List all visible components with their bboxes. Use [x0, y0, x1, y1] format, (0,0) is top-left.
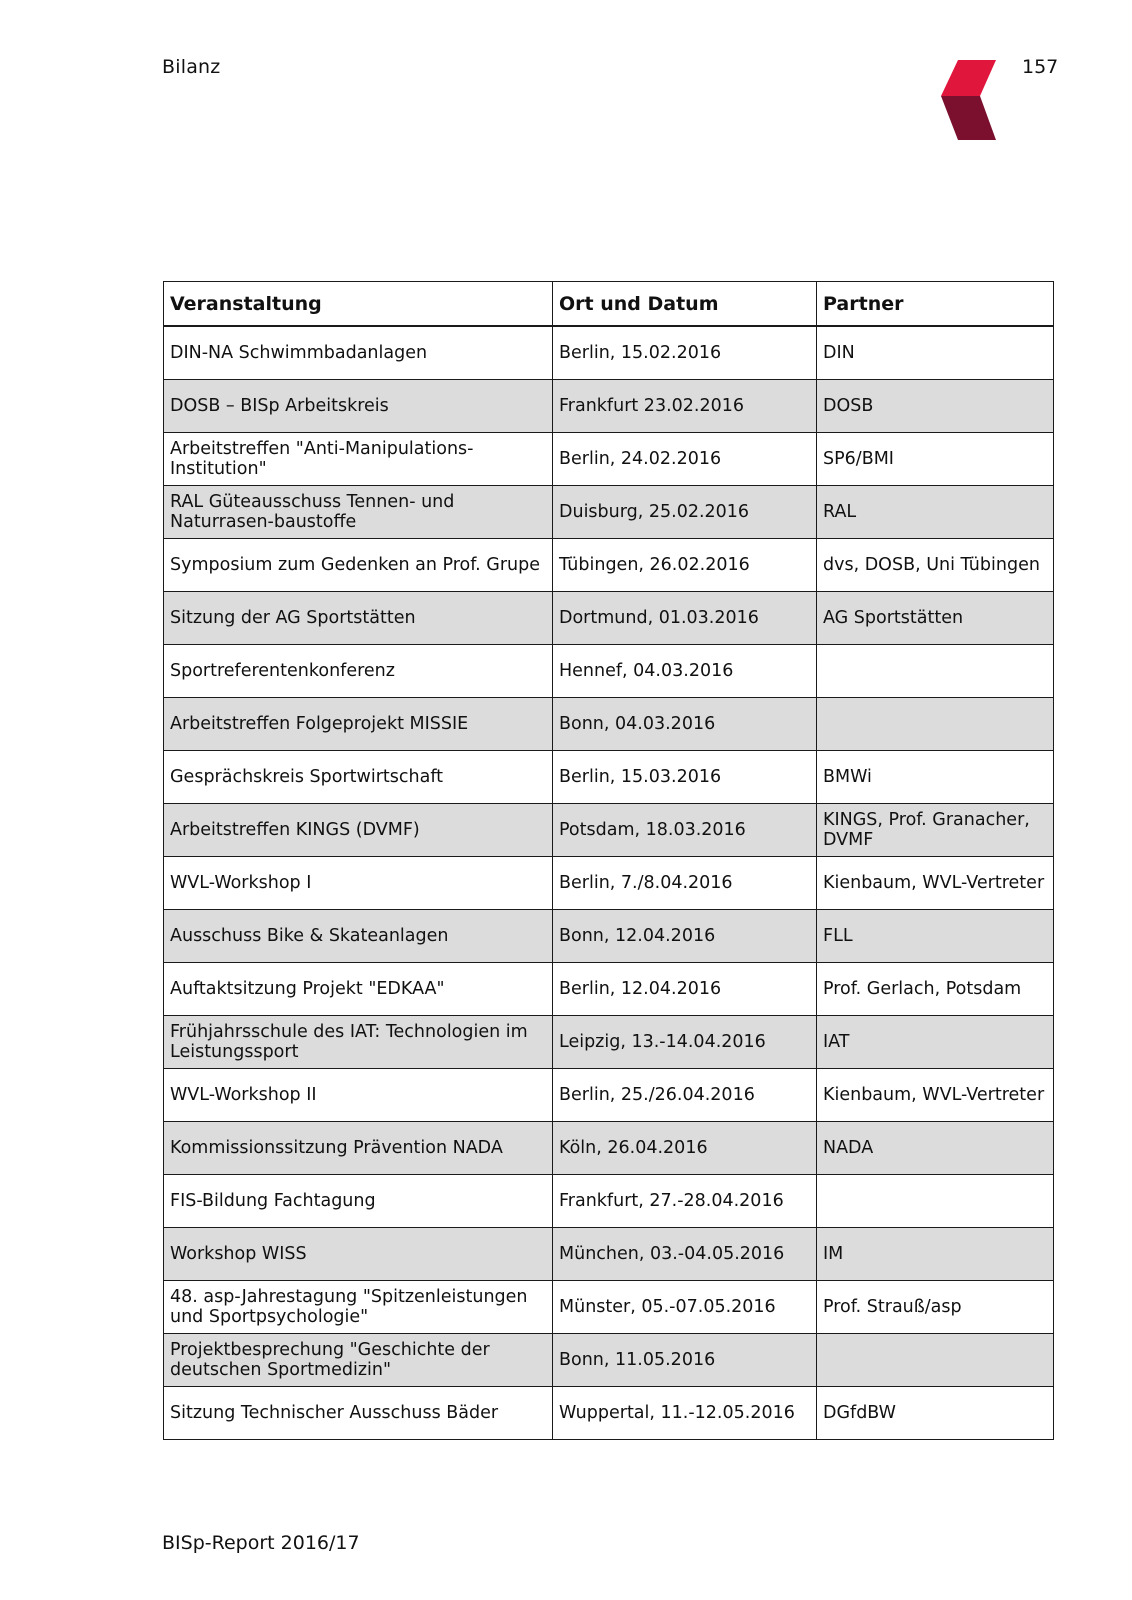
section-title: Bilanz: [162, 56, 221, 78]
cell-place-date: Berlin, 15.02.2016: [553, 326, 817, 380]
cell-place-date: Hennef, 04.03.2016: [553, 645, 817, 698]
cell-event: Sportreferentenkonferenz: [164, 645, 553, 698]
cell-event: Workshop WISS: [164, 1228, 553, 1281]
column-header-partner: Partner: [817, 282, 1054, 327]
cell-event: RAL Güteausschuss Tennen- und Naturrasen-baustoffe: [164, 486, 553, 539]
cell-partner: KINGS, Prof. Granacher, DVMF: [817, 804, 1054, 857]
table-row: [164, 1228, 1054, 1281]
table-row: [164, 857, 1054, 910]
events-table: [163, 281, 1054, 1440]
table-row: [164, 1334, 1054, 1387]
cell-place-date: Tübingen, 26.02.2016: [553, 539, 817, 592]
table-row: [164, 486, 1054, 539]
cell-event: Sitzung Technischer Ausschuss Bäder: [164, 1387, 553, 1440]
cell-place-date: Potsdam, 18.03.2016: [553, 804, 817, 857]
footer-report-title: BISp-Report 2016/17: [162, 1532, 360, 1554]
cell-partner: DIN: [817, 326, 1054, 380]
cell-partner: [817, 1175, 1054, 1228]
table-header-row: [164, 282, 1054, 327]
cell-place-date: Berlin, 15.03.2016: [553, 751, 817, 804]
cell-place-date: Bonn, 04.03.2016: [553, 698, 817, 751]
table-row: [164, 698, 1054, 751]
cell-place-date: Dortmund, 01.03.2016: [553, 592, 817, 645]
cell-event: WVL-Workshop II: [164, 1069, 553, 1122]
cell-event: FIS-Bildung Fachtagung: [164, 1175, 553, 1228]
table-row: [164, 326, 1054, 380]
cell-partner: Kienbaum, WVL-Vertreter: [817, 1069, 1054, 1122]
cell-place-date: Leipzig, 13.-14.04.2016: [553, 1016, 817, 1069]
cell-place-date: Bonn, 12.04.2016: [553, 910, 817, 963]
cell-partner: NADA: [817, 1122, 1054, 1175]
table-body: [164, 326, 1054, 1440]
table-row: [164, 380, 1054, 433]
table-row: [164, 1281, 1054, 1334]
cell-partner: Prof. Strauß/asp: [817, 1281, 1054, 1334]
cell-partner: DGfdBW: [817, 1387, 1054, 1440]
cell-partner: FLL: [817, 910, 1054, 963]
cell-place-date: Berlin, 24.02.2016: [553, 433, 817, 486]
cell-partner: Prof. Gerlach, Potsdam: [817, 963, 1054, 1016]
table-row: [164, 592, 1054, 645]
cell-event: Projektbesprechung "Geschichte der deutschen Sportmedizin": [164, 1334, 553, 1387]
cell-event: Symposium zum Gedenken an Prof. Grupe: [164, 539, 553, 592]
cell-partner: SP6/BMI: [817, 433, 1054, 486]
table-row: [164, 751, 1054, 804]
bisp-logo-icon: [940, 58, 1000, 142]
cell-event: WVL-Workshop I: [164, 857, 553, 910]
column-header-place-date: Ort und Datum: [553, 282, 817, 327]
cell-place-date: Frankfurt 23.02.2016: [553, 380, 817, 433]
table-row: [164, 645, 1054, 698]
cell-partner: [817, 645, 1054, 698]
cell-partner: RAL: [817, 486, 1054, 539]
cell-event: DIN-NA Schwimmbadanlagen: [164, 326, 553, 380]
table-row: [164, 910, 1054, 963]
cell-partner: AG Sportstätten: [817, 592, 1054, 645]
table-row: [164, 963, 1054, 1016]
cell-place-date: Frankfurt, 27.-28.04.2016: [553, 1175, 817, 1228]
cell-place-date: Wuppertal, 11.-12.05.2016: [553, 1387, 817, 1440]
cell-partner: dvs, DOSB, Uni Tübingen: [817, 539, 1054, 592]
cell-partner: [817, 698, 1054, 751]
table-row: [164, 1016, 1054, 1069]
cell-event: Kommissionssitzung Prävention NADA: [164, 1122, 553, 1175]
cell-event: Ausschuss Bike & Skateanlagen: [164, 910, 553, 963]
column-header-event: Veranstaltung: [164, 282, 553, 327]
cell-place-date: Berlin, 25./26.04.2016: [553, 1069, 817, 1122]
cell-event: Auftaktsitzung Projekt "EDKAA": [164, 963, 553, 1016]
table-row: [164, 1069, 1054, 1122]
cell-partner: Kienbaum, WVL-Vertreter: [817, 857, 1054, 910]
logo-lower-shape: [941, 96, 996, 140]
page-number: 157: [1022, 56, 1059, 78]
cell-place-date: Bonn, 11.05.2016: [553, 1334, 817, 1387]
cell-event: Sitzung der AG Sportstätten: [164, 592, 553, 645]
cell-place-date: München, 03.-04.05.2016: [553, 1228, 817, 1281]
cell-partner: DOSB: [817, 380, 1054, 433]
cell-event: Arbeitstreffen KINGS (DVMF): [164, 804, 553, 857]
cell-place-date: Duisburg, 25.02.2016: [553, 486, 817, 539]
cell-place-date: Köln, 26.04.2016: [553, 1122, 817, 1175]
cell-partner: IM: [817, 1228, 1054, 1281]
cell-event: Frühjahrsschule des IAT: Technologien im Leistungssport: [164, 1016, 553, 1069]
table-row: [164, 1175, 1054, 1228]
cell-partner: IAT: [817, 1016, 1054, 1069]
cell-partner: BMWi: [817, 751, 1054, 804]
logo-upper-shape: [941, 60, 996, 96]
cell-event: Arbeitstreffen Folgeprojekt MISSIE: [164, 698, 553, 751]
cell-place-date: Münster, 05.-07.05.2016: [553, 1281, 817, 1334]
cell-event: 48. asp-Jahrestagung "Spitzenleistungen und Sportpsychologie": [164, 1281, 553, 1334]
cell-event: Gesprächskreis Sportwirtschaft: [164, 751, 553, 804]
cell-place-date: Berlin, 12.04.2016: [553, 963, 817, 1016]
table-row: [164, 539, 1054, 592]
table-row: [164, 1122, 1054, 1175]
cell-place-date: Berlin, 7./8.04.2016: [553, 857, 817, 910]
cell-partner: [817, 1334, 1054, 1387]
cell-event: Arbeitstreffen "Anti-Manipulations-Institution": [164, 433, 553, 486]
cell-event: DOSB – BISp Arbeitskreis: [164, 380, 553, 433]
table-row: [164, 1387, 1054, 1440]
table-row: [164, 804, 1054, 857]
table-row: [164, 433, 1054, 486]
